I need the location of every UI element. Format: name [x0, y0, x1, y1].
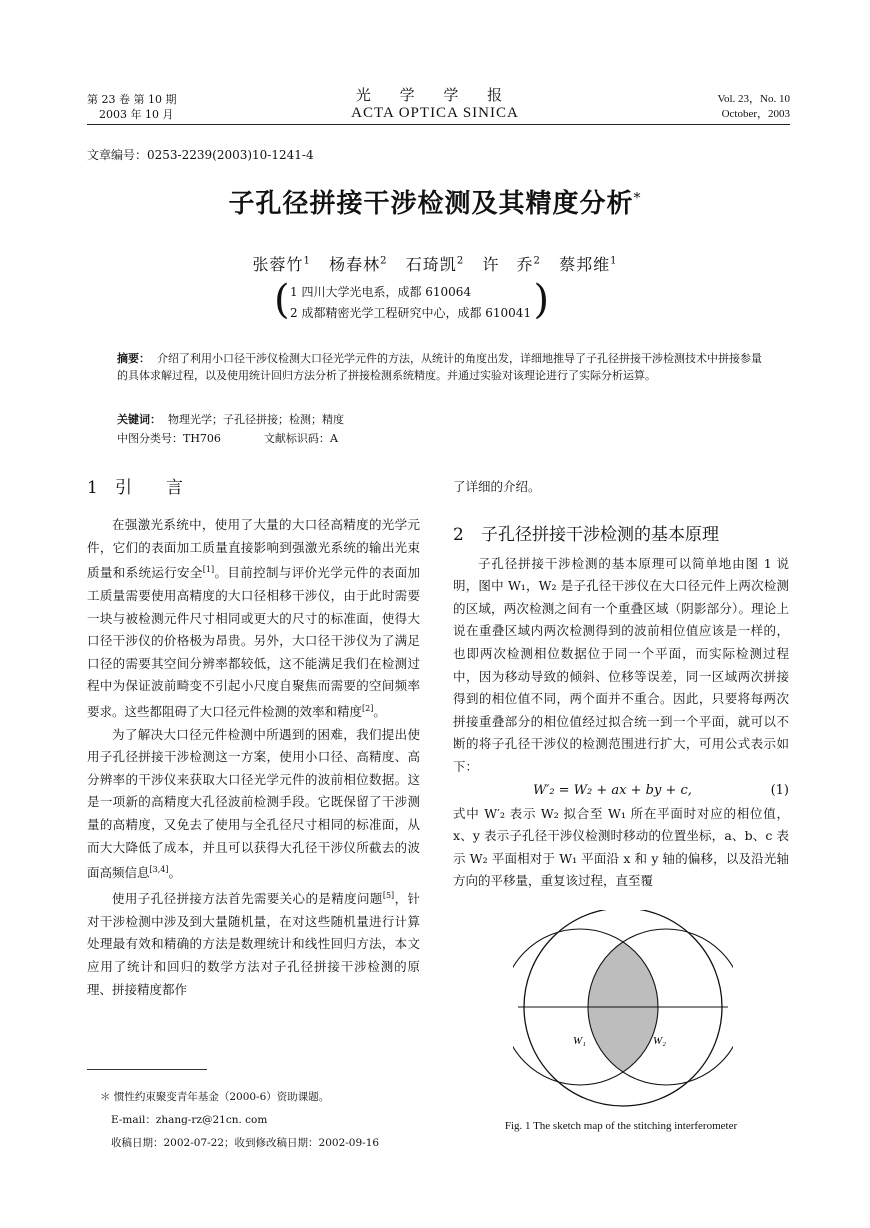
footnote-rule: [87, 1069, 207, 1070]
issue-date-en: October，2003: [721, 108, 790, 120]
right-paren: ): [533, 277, 550, 323]
journal-title-en: ACTA OPTICA SINICA: [351, 105, 519, 121]
article-number: 文章编号：0253-2239(2003)10-1241-4: [87, 148, 314, 162]
label-w1: W₁: [573, 1035, 586, 1047]
section-2-heading: [453, 523, 789, 547]
abstract-label: 摘要：: [117, 352, 150, 365]
clc-label: 中图分类号：: [117, 432, 183, 445]
journal-title-cn: 光 学 学 报: [355, 86, 515, 104]
footnote: [100, 1086, 379, 1155]
left-column: [87, 476, 420, 1001]
doc-code-label: 文献标识码：: [263, 432, 330, 445]
paragraph: 使用子孔径拼接方法首先需要关心的是精度问题[5]，针对干涉检测中涉及到大量随机量，在对这些随机量进行计算处理最有效和精确的方法是数理统计和线性回归方法，本文应用了统计和回归的数学方法对子孔径拼接干涉检测的原理、拼接精度都作: [87, 890, 420, 997]
journal-volume-info-en: [717, 92, 790, 122]
author: 蔡邦维$^1$: [559, 255, 618, 274]
affiliation-2: 2 成都精密光学工程研究中心，成都 610041: [290, 306, 532, 320]
citation: [5]: [382, 890, 395, 900]
figure-1-sketch: [513, 910, 733, 1110]
header-rule: [87, 124, 790, 125]
keywords: [117, 411, 344, 428]
volume-issue-en: Vol. 23，No. 10: [717, 93, 790, 105]
paper-title: [0, 183, 870, 220]
figure-caption: Fig. 1 The sketch map of the stitching interferometer: [504, 1120, 738, 1132]
paragraph: 在强激光系统中，使用了大量的大口径高精度的光学元件，它们的表面加工质量直接影响到强激光系统的输出光束质量和系统运行安全[1]。目前控制与评价光学元件的表面加工质量需要使用高精度的大口径相移干涉仪，由于此时需要一块与被检测元件尺寸相同或更大的尺寸的标准面，使得大口径干涉仪的价格极为昂贵。另外，大口径干涉仪为了满足口径的需要其空间分辨率都较低，这不能满足我们在检测过程中为保证波前畸变不引起小尺度自聚焦而需要的空间频率要求。这些都阻碍了大口径元件检测的效率和精度[2]。: [87, 517, 420, 720]
citation: [3,4]: [149, 865, 169, 875]
left-paren: (: [274, 277, 290, 323]
volume-issue: 第 23 卷 第 10 期: [87, 93, 177, 106]
paragraph: 为了解决大口径元件检测中所遇到的困难，我们提出使用子孔径拼接干涉检测这一方案，使用小口径、高精度、高分辨率的干涉仪来获取大口径光学元件的波前相位数据。这是一项新的高精度大孔径波前检测手段。它既保留了干涉测量的高精度，又免去了使用与全孔径尺寸相同的标准面，从而大大降低了成本，并且可以获得大孔径干涉仪所截去的波面高频信息[3,4]。: [87, 726, 420, 881]
affiliations: [274, 277, 550, 324]
affiliation-1: 1 四川大学光电系，成都 610064: [290, 285, 472, 299]
section-number: 2: [453, 524, 464, 545]
doc-code-value: A: [329, 432, 338, 445]
equation-body: W′₂ = W₂ + ax + by + c,: [533, 782, 692, 798]
keywords-label: 关键词：: [117, 413, 161, 426]
journal-title: [330, 86, 540, 122]
author-list: [0, 252, 870, 275]
title-footnote-mark: *: [633, 190, 642, 207]
author: 张蓉竹$^1$: [252, 255, 311, 274]
funding-note: ＊ 惯性约束聚变青年基金（2000-6）资助课题。: [100, 1091, 330, 1103]
label-w2: W₂: [653, 1035, 666, 1047]
paragraph: 子孔径拼接干涉检测的基本原理可以简单地由图 1 说明，图中 W₁，W₂ 是子孔径干涉仪在大口径元件上两次检测的区域，两次检测之间有一个重叠区域（阴影部分）。理论上说在重叠区域内两次检测得到的波前相位值应该是一样的，也即两次检测相位数据位于同一个平面，而实际检测过程中，因为移动导致的倾斜、位移等误差，同一区域两次拼接得到的相位值不同，两个面并不重合。因此，只要将每两次拼接重叠部分的相位值经过拟合统一到一个平面，就可以不断的将子孔径干涉仪的检测范围进行扩大，可用公式表示如下：: [453, 555, 789, 774]
equation-number: (1): [770, 782, 789, 798]
issue-date: 2003 年 10 月: [99, 108, 174, 121]
section-title: 子孔径拼接干涉检测的基本原理: [481, 524, 719, 545]
abstract: [117, 350, 763, 384]
citation: [1]: [202, 565, 215, 575]
author: 许 乔$^2$: [482, 255, 541, 274]
received-dates: 收稿日期：2002-07-22；收到修改稿日期：2002-09-16: [111, 1137, 380, 1149]
author: 杨春林$^2$: [329, 255, 388, 274]
paragraph-continued: 了详细的介绍。: [453, 479, 541, 494]
citation: [2]: [362, 703, 374, 713]
paper-title-text: 子孔径拼接干涉检测及其精度分析: [228, 189, 634, 219]
author: 石琦凯$^2$: [405, 255, 465, 274]
section-number: 1: [87, 478, 98, 498]
keywords-text: 物理光学；子孔径拼接；检测；精度: [168, 413, 344, 426]
right-column: [453, 476, 789, 893]
section-1-heading: [87, 476, 420, 500]
section-title: 引 言: [115, 478, 183, 498]
equation-1: [453, 779, 789, 803]
journal-volume-info: [87, 92, 176, 122]
classification: [117, 430, 338, 447]
abstract-text: 介绍了利用小口径干涉仪检测大口径光学元件的方法，从统计的角度出发，详细地推导了子孔径拼接干涉检测技术中拼接参量的具体求解过程，以及使用统计回归方法分析了拼接检测系统精度。并通过实验对该理论进行了实际分析运算。: [117, 352, 762, 382]
paragraph: 式中 W′₂ 表示 W₂ 拟合至 W₁ 所在平面时对应的相位值，x、y 表示子孔径干涉仪检测时移动的位置坐标，a、b、c 表示 W₂ 平面相对于 W₁ 平面沿 x 和 y 轴的偏移，以及沿光轴方向的平移量，重复该过程，直至覆: [453, 805, 789, 889]
email: E-mail：zhang-rz@21cn. com: [111, 1114, 268, 1126]
clc-value: TH706: [183, 432, 221, 445]
